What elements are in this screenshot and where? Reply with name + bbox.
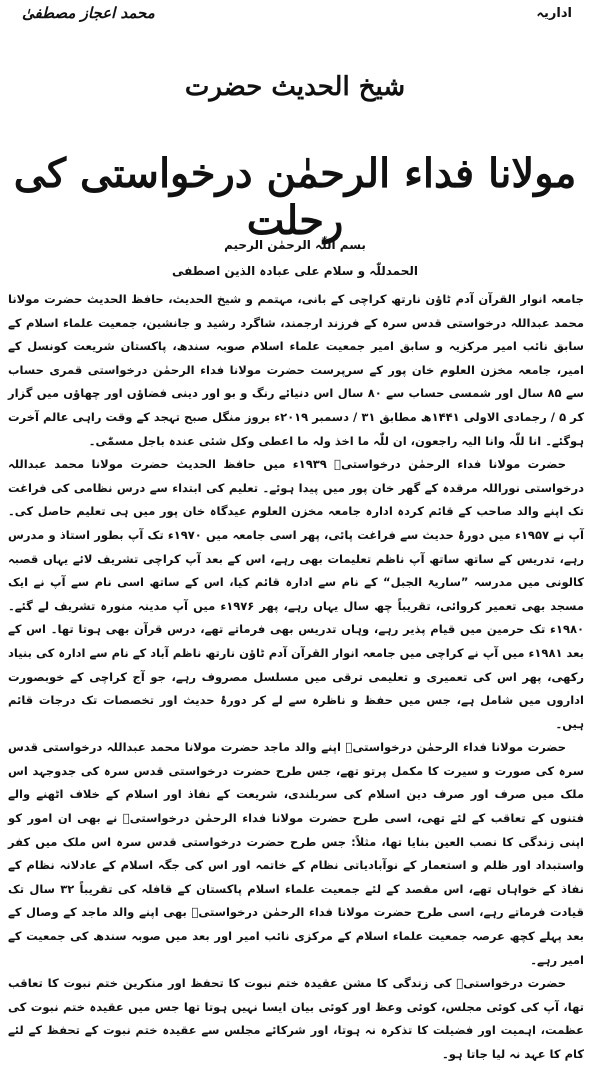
- paragraph: جامعہ انوار القرآن آدم ٹاؤن نارتھ کراچی کے بانی، مہتمم و شیخ الحدیث، حافظ الحدیث حضرت مولانا محمد عبداللہ درخواستی قدس سرہ کے فرزند ارجمند، شاگرد رشید و جانشین، جمعیت علماء اسلام کے سابق نائب امیر مرکزیہ و سابق امیر جمعیت علماء اسلام صوبہ سندھ، پاکستان شریعت کونسل کے امیر، جامعہ مخزن العلوم خان پور کے سرپرست حضرت مولانا فداء الرحمٰن درخواستی قمری حساب سے ۸۵ سال اور شمسی حساب سے ۸۰ سال اس دنیائے رنگ و بو اور دینی فضاؤں اور چھاؤں میں گزار کر ۵ / رجمادی الاولی ۱۴۴۱ھ مطابق ۳۱ / دسمبر ۲۰۱۹ء بروز منگل صبح تہجد کے وقت راہی عالم آخرت ہوگئے۔ انا للّٰہ وانا الیہ راجعون، ان للّٰہ ما اخذ ولہ ما اعطی وکل شئی عندہ باجل مسمّٰی۔: [8, 292, 585, 448]
- section-label: اداریہ: [536, 6, 572, 21]
- paragraph: حضرت درخواستیؒ کی زندگی کا مشن عقیدہ ختم نبوت کا تحفظ اور منکرین ختم نبوت کا تعاقب تھا، آپ کی کوئی مجلس، کوئی وعظ اور کوئی بیان ایسا نہیں ہوتا تھا جس میں عقیدہ ختم نبوت کی عظمت، اہمیت اور فضیلت کا تذکرہ نہ ہوتا، اور شرکائے مجلس سے عقیدہ ختم نبوت کے تحفظ کے لئے کام کا عہد نہ لیا جاتا ہو۔: [8, 976, 584, 1061]
- title-subheading: شیخ الحدیث حضرت: [184, 72, 406, 102]
- salutation-line: الحمدللّٰہ و سلام علی عبادہ الذین اصطفی: [172, 264, 418, 278]
- paragraph: حضرت مولانا فداء الرحمٰن درخواستیؒ اپنے والد ماجد حضرت مولانا محمد عبداللہ درخواستی قدس سرہ کی صورت و سیرت کا مکمل پرتو تھے، جس طرح حضرت درخواستی قدس سرہ کی جدوجہد اس ملک میں صرف اور صرف دین اسلام کی سربلندی، شریعت کے نفاذ اور اسلام کے خلاف اٹھنے والے فتنوں کے تعاقب کے لئے تھی، اسی طرح حضرت مولانا فداء الرحمٰن درخواستیؒ نے بھی ان امور کو اپنی زندگی کا نصب العین بنایا تھا، مثلاً: جس طرح حضرت درخواستی قدس سرہ اس ملک میں کفر واستبداد اور ظلم و استعمار کے نوآبادیاتی نظام کے خاتمہ اور اس کی جگہ اسلام کے عادلانہ نظام کے نفاذ کے خواہاں تھے، اس مقصد کے لئے جمعیت علماء اسلام پاکستان کے قافلہ کی تقریباً ۳۲ سال تک قیادت فرماتے رہے، اسی طرح حضرت مولانا فداء الرحمٰن درخواستیؒ بھی اپنے والد ماجد کے وصال کے بعد پہلے کچھ عرصہ جمعیت علماء اسلام کے مرکزی نائب امیر اور بعد میں صوبہ سندھ کی جمعیت کے امیر رہے۔: [8, 740, 584, 967]
- author-name: محمد اعجاز مصطفیٰ: [22, 4, 155, 22]
- page-title: مولانا فداء الرحمٰن درخواستی کی رحلت: [13, 150, 577, 244]
- paragraph: حضرت مولانا فداء الرحمٰن درخواستیؒ ۱۹۳۹ء میں حافظ الحدیث حضرت مولانا محمد عبداللہ درخواستی نوراللہ مرقدہ کے گھر خان پور میں پیدا ہوئے۔ تعلیم کی ابتداء سے درس نظامی کی فراغت تک اپنے والد صاحب کے قائم کردہ ادارہ جامعہ مخزن العلوم عیدگاہ خان پور میں ہی تعلیم حاصل کی۔ آپ نے ۱۹۵۷ء میں دورۂ حدیث سے فراغت پائی، پھر اسی جامعہ میں ۱۹۷۰ء تک آپ بطور استاذ و مدرس رہے، تدریس کے ساتھ ساتھ آپ ناظم تعلیمات بھی رہے، اس کے بعد آپ کراچی تشریف لائے یہاں قصبہ کالونی میں مدرسہ ”ساریۃ الجبل“ کے نام سے ادارہ قائم کیا، اس کے ساتھ اسی نام سے آپ نے ایک مسجد بھی تعمیر کروائی، تقریباً چھ سال یہاں رہے، پھر ۱۹۷۶ء میں آپ مدینہ منورہ تشریف لے گئے۔ ۱۹۸۰ء تک حرمین میں قیام پذیر رہے، وہاں تدریس بھی فرماتے تھے، درس قرآن بھی ہوتا تھا۔ اس کے بعد ۱۹۸۱ء میں آپ نے کراچی میں جامعہ انوار القرآن آدم ٹاؤن نارتھ ناظم آباد کے نام سے ادارہ کی بنیاد رکھی، پھر اس کی تعمیری و تعلیمی ترقی میں مسلسل مصروف رہے، جو آج کراچی کے خوبصورت اداروں میں شامل ہے، جس میں حفظ و ناظرہ سے لے کر دورۂ حدیث اور تخصصات تک درجات قائم ہیں۔: [8, 457, 584, 731]
- article-body: [8, 288, 585, 1061]
- bismillah-line: بسم اللّٰہ الرحمٰن الرحیم: [224, 238, 366, 252]
